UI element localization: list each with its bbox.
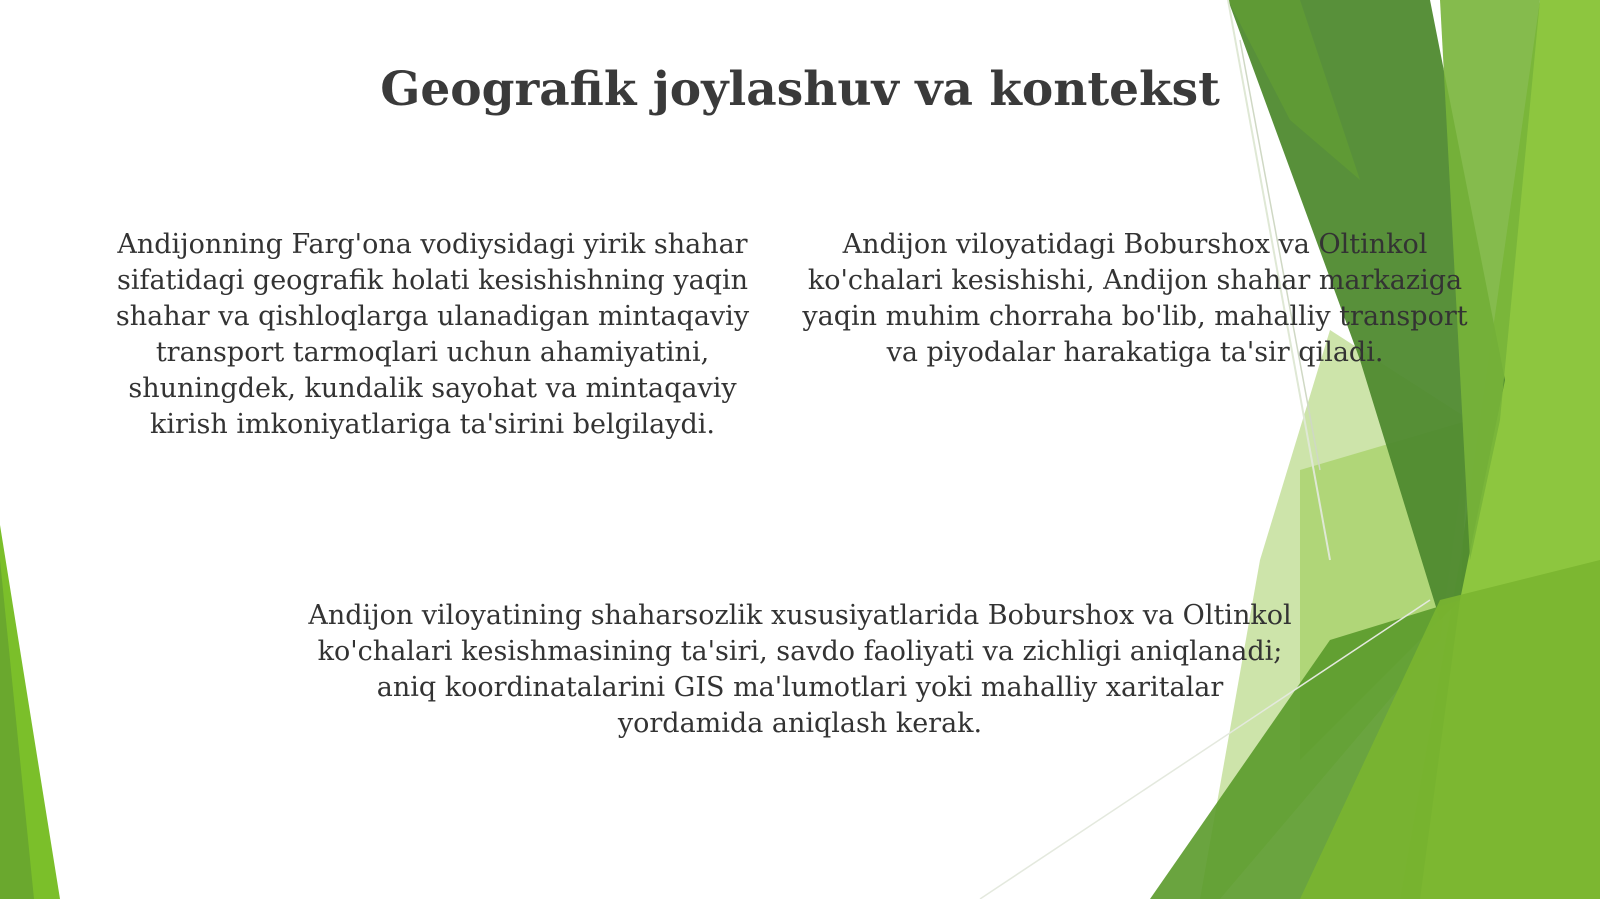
slide-title: Geografik joylashuv va kontekst <box>380 62 1220 117</box>
paragraph-right: Andijon viloyatidagi Boburshox va Oltinkol ko'chalari kesishishi, Andijon shahar markaziga yaqin muhim chorraha bo'lib, mahalliy transport va piyodalar harakatiga ta'sir qiladi. <box>802 229 1468 368</box>
paragraph-bottom: Andijon viloyatining shaharsozlik xususiyatlarida Boburshox va Oltinkol ko'chalari kesishmasining ta'siri, savdo faoliyati va zichligi aniqlanadi; aniq koordinatalarini GIS ma'lumotlari yoki mahalliy xaritalar yordamida aniqlash kerak. <box>308 600 1292 739</box>
paragraph-left: Andijonning Farg'ona vodiysidagi yirik shahar sifatidagi geografik holati kesishishning yaqin shahar va qishloqlarga ulanadigan mintaqaviy transport tarmoqlari uchun ahamiyatini, shuningdek, kundalik sayohat va mintaqaviy kirish imkoniyatlariga ta'sirini belgilaydi. <box>115 229 750 440</box>
